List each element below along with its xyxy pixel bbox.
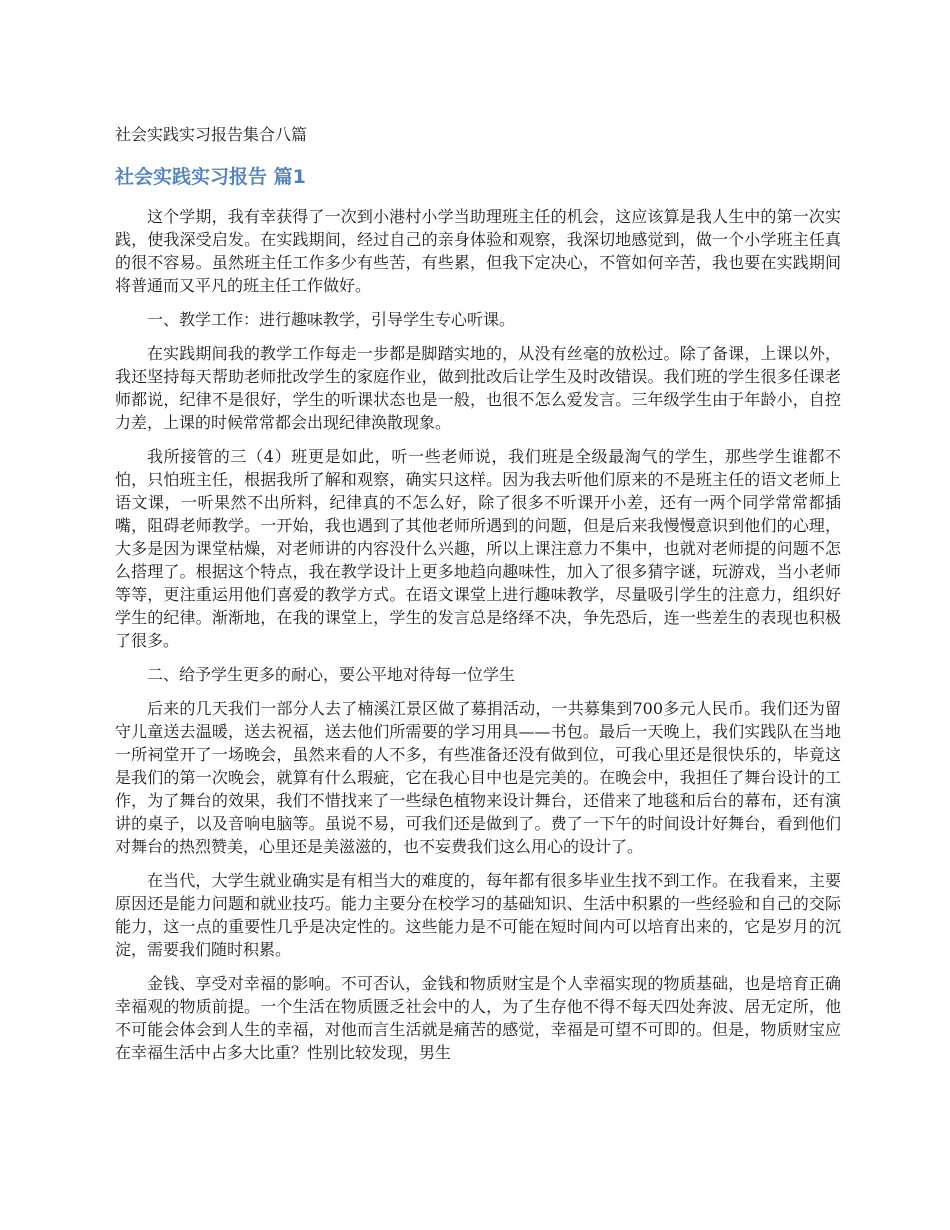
paragraph: 金钱、享受对幸福的影响。不可否认，金钱和物质财宝是个人幸福实现的物质基础，也是培育正确幸福观的物质前提。一个生活在物质匮乏社会中的人，为了生存他不得不每天四处奔波、居无定所，他不可能会体会到人生的幸福，对他而言生活就是痛苦的感觉，幸福是可望不可即的。但是，物质财宝应在幸福生活中占多大比重？性别比较发现，男生 — [115, 974, 841, 1062]
document-body — [115, 205, 841, 1075]
paragraph: 我所接管的三（4）班更是如此，听一些老师说，我们班是全级最淘气的学生，那些学生谁都不怕，只怕班主任，根据我所了解和观察，确实只这样。因为我去听他们原来的不是班主任的语文老师上语文课，一听果然不出所料，纪律真的不怎么好，除了很多不听课开小差，还有一两个同学常常都插嘴，阻碍老师教学。一开始，我也遇到了其他老师所遇到的问题，但是后来我慢慢意识到他们的心理，大多是因为课堂枯燥，对老师讲的内容没什么兴趣，所以上课注意力不集中，也就对老师提的问题不怎么搭理了。根据这个特点，我在教学设计上更多地趋向趣味性，加入了很多猜字谜，玩游戏，当小老师等等，更注重运用他们喜爱的教学方式。在语文课堂上进行趣味教学，尽量吸引学生的注意力，组织好学生的纪律。渐渐地，在我的课堂上，学生的发言总是络绎不决，争先恐后，连一些差生的表现也积极了很多。 — [115, 447, 841, 650]
paragraph: 一、教学工作：进行趣味教学，引导学生专心听课。 — [147, 310, 516, 329]
paragraph: 在实践期间我的教学工作每走一步都是脚踏实地的，从没有丝毫的放松过。除了备课，上课以外，我还坚持每天帮助老师批改学生的家庭作业，做到批改后让学生及时改错误。我们班的学生很多任课老师都说，纪律不是很好，学生的听课状态也是一般，也很不怎么爱发言。三年级学生由于年龄小，自控力差，上课的时候常常都会出现纪律涣散现象。 — [115, 344, 841, 432]
paragraph: 二、给予学生更多的耐心，要公平地对待每一位学生 — [147, 665, 516, 684]
paragraph: 这个学期，我有幸获得了一次到小港村小学当助理班主任的机会，这应该算是我人生中的第一次实践，使我深受启发。在实践期间，经过自己的亲身体验和观察，我深切地感觉到，做一个小学班主任真的很不容易。虽然班主任工作多少有些苦，有些累，但我下定决心，不管如何辛苦，我也要在实践期间将普通而又平凡的班主任工作做好。 — [115, 207, 841, 295]
paragraph: 后来的几天我们一部分人去了楠溪江景区做了募捐活动，一共募集到700多元人民币。我们还为留守儿童送去温暖，送去祝福，送去他们所需要的学习用具——书包。最后一天晚上，我们实践队在当地一所祠堂开了一场晚会，虽然来看的人不多，有些准备还没有做到位，可我心里还是很快乐的，毕竟这是我们的第一次晚会，就算有什么瑕疵，它在我心目中也是完美的。在晚会中，我担任了舞台设计的工作，为了舞台的效果，我们不惜找来了一些绿色植物来设计舞台，还借来了地毯和后台的幕布，还有演讲的桌子，以及音响电脑等。虽说不易，可我们还是做到了。费了一下午的时间设计好舞台，看到他们对舞台的热烈赞美，心里还是美滋滋的，也不妄费我们这么用心的设计了。 — [115, 699, 841, 856]
paragraph: 在当代，大学生就业确实是有相当大的难度的，每年都有很多毕业生找不到工作。在我看来，主要原因还是能力问题和就业技巧。能力主要分在校学习的基础知识、生活中积累的一些经验和自己的交际能力，这一点的重要性几乎是决定性的。这些能力是不可能在短时间内可以培育出来的，它是岁月的沉淀，需要我们随时积累。 — [115, 871, 841, 959]
section-heading: 社会实践实习报告 篇1 — [115, 166, 306, 188]
document-title: 社会实践实习报告集合八篇 — [115, 125, 308, 144]
